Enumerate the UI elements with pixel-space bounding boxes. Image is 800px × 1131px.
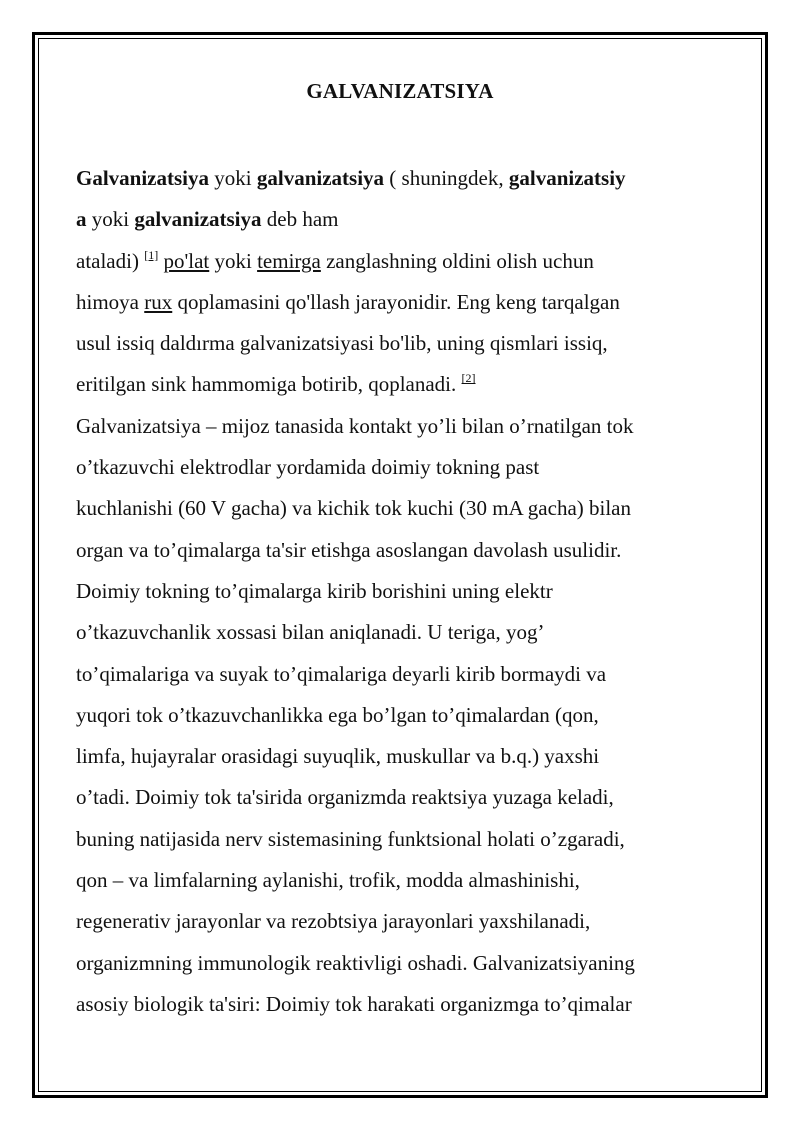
intro-line-2 (76, 199, 724, 240)
term-bold: galvanizatsiya (134, 207, 262, 232)
body-line: regenerativ jarayonlar va rezobtsiya jarayonlari yaxshilanadi, (76, 909, 591, 934)
intro-text: deb ham (261, 207, 339, 232)
body-line: o’tadi. Doimiy tok ta'sirida organizmda reaktsiya yuzaga keladi, (76, 785, 614, 810)
body-line: organizmning immunologik reaktivligi oshadi. Galvanizatsiyaning (76, 950, 635, 975)
link-polat[interactable]: po'lat (163, 248, 210, 273)
intro-text: ataladi) (76, 248, 145, 273)
body-line: o’tkazuvchanlik xossasi bilan aniqlanadi. U teriga, yog’ (76, 620, 545, 645)
intro-text: himoya (76, 289, 145, 314)
intro-line-5: usul issiq daldırma galvanizatsiyasi bo'lib, uning qismlari issiq, (76, 331, 608, 356)
body-line: Doimiy tokning to’qimalarga kirib borishini uning elektr (76, 578, 553, 603)
intro-text: ( shuningdek, (384, 166, 509, 190)
intro-line-4 (76, 282, 724, 323)
body-paragraph (76, 406, 724, 1025)
intro-paragraph (76, 158, 724, 406)
intro-line-3 (76, 241, 724, 282)
intro-text: yoki (209, 248, 258, 273)
intro-text: yoki (86, 207, 135, 232)
document-title: GALVANIZATSIYA (306, 79, 494, 103)
reference-link-1[interactable]: [1] (144, 247, 159, 262)
document-content (76, 76, 724, 1025)
link-rux[interactable]: rux (144, 289, 173, 314)
term-bold: a (76, 207, 87, 232)
body-line: organ va to’qimalarga ta'sir etishga asoslangan davolash usulidir. (76, 537, 622, 562)
body-line: buning natijasida nerv sistemasining funktsional holati o’zgaradi, (76, 826, 625, 851)
body-line: qon – va limfalarning aylanishi, trofik, modda almashinishi, (76, 868, 580, 893)
body-line: asosiy biologik ta'siri: Doimiy tok harakati organizmga to’qimalar (76, 991, 632, 1016)
intro-text: eritilgan sink hammomiga botirib, qoplanadi. (76, 372, 462, 397)
body-line: to’qimalariga va suyak to’qimalariga deyarli kirib bormaydi va (76, 661, 607, 686)
intro-text: qoplamasini qo'llash jarayonidir. Eng keng tarqalgan (172, 289, 620, 314)
body-line: Galvanizatsiya – mijoz tanasida kontakt yo’li bilan o’rnatilgan tok (76, 413, 634, 438)
body-line: kuchlanishi (60 V gacha) va kichik tok kuchi (30 mA gacha) bilan (76, 496, 632, 521)
intro-text: zanglashning oldini olish uchun (320, 248, 594, 273)
term-bold: galvanizatsiya (256, 166, 385, 190)
body-line: limfa, hujayralar orasidagi suyuqlik, muskullar va b.q.) yaxshi (76, 744, 600, 769)
reference-link-2[interactable]: [2] (461, 371, 476, 386)
link-temirga[interactable]: temirga (257, 248, 321, 273)
body-line: yuqori tok o’tkazuvchanlikka ega bo’lgan to’qimalardan (qon, (76, 702, 599, 727)
intro-line-1 (76, 158, 724, 199)
intro-line-6 (76, 364, 724, 405)
term-bold: galvanizatsiy (508, 166, 626, 190)
intro-text: yoki (209, 166, 257, 190)
body-line: o’tkazuvchi elektrodlar yordamida doimiy tokning past (76, 455, 540, 480)
term-bold: Galvanizatsiya (76, 166, 210, 190)
